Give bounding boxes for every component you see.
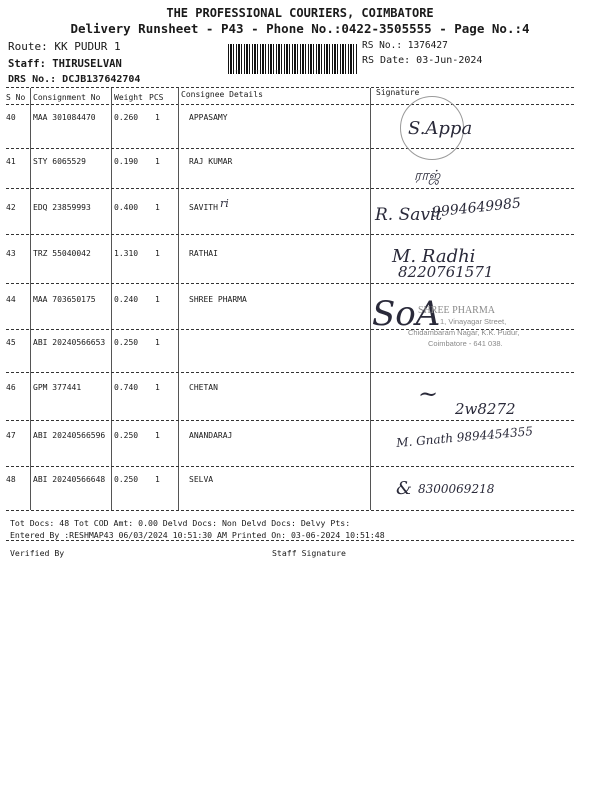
row-sno: 44 xyxy=(6,295,16,304)
row-weight: 0.250 xyxy=(114,338,139,347)
row-sno: 40 xyxy=(6,113,16,122)
row-pcs: 1 xyxy=(155,338,160,347)
row-consignment: EDQ 23859993 xyxy=(33,203,91,212)
row-rule xyxy=(6,420,574,421)
col-pcs: PCS xyxy=(149,93,164,102)
col-consignee: Consignee Details xyxy=(181,90,263,99)
staff-signature: Staff Signature xyxy=(272,548,346,558)
row-pcs: 1 xyxy=(155,295,160,304)
signature-row46-mark: ~ xyxy=(418,380,439,408)
signature-row44: SoA xyxy=(372,294,441,334)
signature-row43-phone: 8220761571 xyxy=(398,263,494,281)
rs-number: RS No.: 1376427 xyxy=(362,40,448,51)
col-weight: Weight xyxy=(114,93,143,102)
row-weight: 0.190 xyxy=(114,157,139,166)
col-divider xyxy=(30,88,31,510)
row-rule xyxy=(6,372,574,373)
row-sno: 45 xyxy=(6,338,16,347)
row-weight: 0.240 xyxy=(114,295,139,304)
barcode xyxy=(228,44,358,74)
row-sno: 48 xyxy=(6,475,16,484)
col-divider xyxy=(370,88,371,510)
row-consignee: RATHAI xyxy=(189,249,218,258)
col-divider xyxy=(178,88,179,510)
row-pcs: 1 xyxy=(155,475,160,484)
row-weight: 0.740 xyxy=(114,383,139,392)
col-consignment: Consignment No xyxy=(33,93,101,102)
row-weight: 0.260 xyxy=(114,113,139,122)
row-consignee: CHETAN xyxy=(189,383,218,392)
row-consignment: TRZ 55040042 xyxy=(33,249,91,258)
row-consignee: SHREE PHARMA xyxy=(189,295,247,304)
stamp-address-2: Chidambaram Nagar, K.K. Pudur, xyxy=(408,328,520,337)
signature-row41: ராஜ் xyxy=(414,168,441,184)
row-pcs: 1 xyxy=(155,203,160,212)
table-header-rule xyxy=(6,104,574,105)
row-consignee: ANANDARAJ xyxy=(189,431,233,440)
row-sno: 42 xyxy=(6,203,16,212)
row-consignment: MAA 703650175 xyxy=(33,295,96,304)
entered-by-line: Entered By :RESHMAP43 06/03/2024 10:51:30 AM Printed On: 03-06-2024 10:51:48 xyxy=(10,530,385,540)
row-consignment: ABI 20240566653 xyxy=(33,338,106,347)
row-consignment: GPM 377441 xyxy=(33,383,82,392)
table-top-rule xyxy=(6,87,574,88)
row-rule xyxy=(6,466,574,467)
row-weight: 1.310 xyxy=(114,249,139,258)
row-weight: 0.250 xyxy=(114,475,139,484)
signature-row43-name: M. Radhi xyxy=(392,246,476,267)
row-consignee: RAJ KUMAR xyxy=(189,157,233,166)
signature-row40: S.Appa xyxy=(408,118,473,139)
drs-number: DRS No.: DCJB137642704 xyxy=(8,74,141,85)
row-sno: 41 xyxy=(6,157,16,166)
col-signature: Signature xyxy=(376,88,420,97)
row-pcs: 1 xyxy=(155,157,160,166)
stamp-shop-name: SHREE PHARMA xyxy=(418,305,495,316)
row-sno: 46 xyxy=(6,383,16,392)
staff-label: Staff: THIRUSELVAN xyxy=(8,58,122,70)
footer-rule xyxy=(6,540,574,541)
row-pcs: 1 xyxy=(155,431,160,440)
row-rule xyxy=(6,188,574,189)
row-consignment: STY 6065529 xyxy=(33,157,86,166)
company-title: THE PROFESSIONAL COURIERS, COIMBATORE xyxy=(166,6,434,20)
runsheet-title: Delivery Runsheet - P43 - Phone No.:0422-3505555 - Page No.:4 xyxy=(70,21,530,36)
col-sno: S No xyxy=(6,93,26,102)
row-weight: 0.400 xyxy=(114,203,139,212)
rs-date: RS Date: 03-Jun-2024 xyxy=(362,55,483,66)
totals-line: Tot Docs: 48 Tot COD Amt: 0.00 Delvd Docs: Non Delvd Docs: Delvy Pts: xyxy=(10,518,351,528)
row-rule xyxy=(6,148,574,149)
table-bottom-rule xyxy=(6,510,574,511)
signature-row48-mark: & xyxy=(396,478,413,499)
row-pcs: 1 xyxy=(155,249,160,258)
row-consignee: APPASAMY xyxy=(189,113,228,122)
row-pcs: 1 xyxy=(155,113,160,122)
row-sno: 43 xyxy=(6,249,16,258)
stamp-address-3: Coimbatore - 641 038. xyxy=(428,339,503,348)
consignee-note: ri xyxy=(220,197,229,210)
row-consignee: SELVA xyxy=(189,475,214,484)
signature-row47: M. Gnath 9894454355 xyxy=(395,424,534,450)
row-consignee: SAVITH xyxy=(189,203,218,212)
row-pcs: 1 xyxy=(155,383,160,392)
row-weight: 0.250 xyxy=(114,431,139,440)
signature-row42-name: R. Savit xyxy=(375,205,443,225)
signature-row46: 2w8272 xyxy=(455,400,516,418)
row-consignment: ABI 20240566648 xyxy=(33,475,106,484)
verified-by: Verified By xyxy=(10,548,65,558)
row-sno: 47 xyxy=(6,431,16,440)
signature-row42-phone: 9994649985 xyxy=(431,195,522,221)
row-rule xyxy=(6,283,574,284)
route-label: Route: KK PUDUR 1 xyxy=(8,40,121,53)
signature-row48: 8300069218 xyxy=(418,482,495,496)
row-consignment: ABI 20240566596 xyxy=(33,431,106,440)
stamp-address-1: 1, Vinayagar Street, xyxy=(440,317,507,326)
col-divider xyxy=(111,88,112,510)
row-consignment: MAA 301084470 xyxy=(33,113,96,122)
row-rule xyxy=(6,234,574,235)
